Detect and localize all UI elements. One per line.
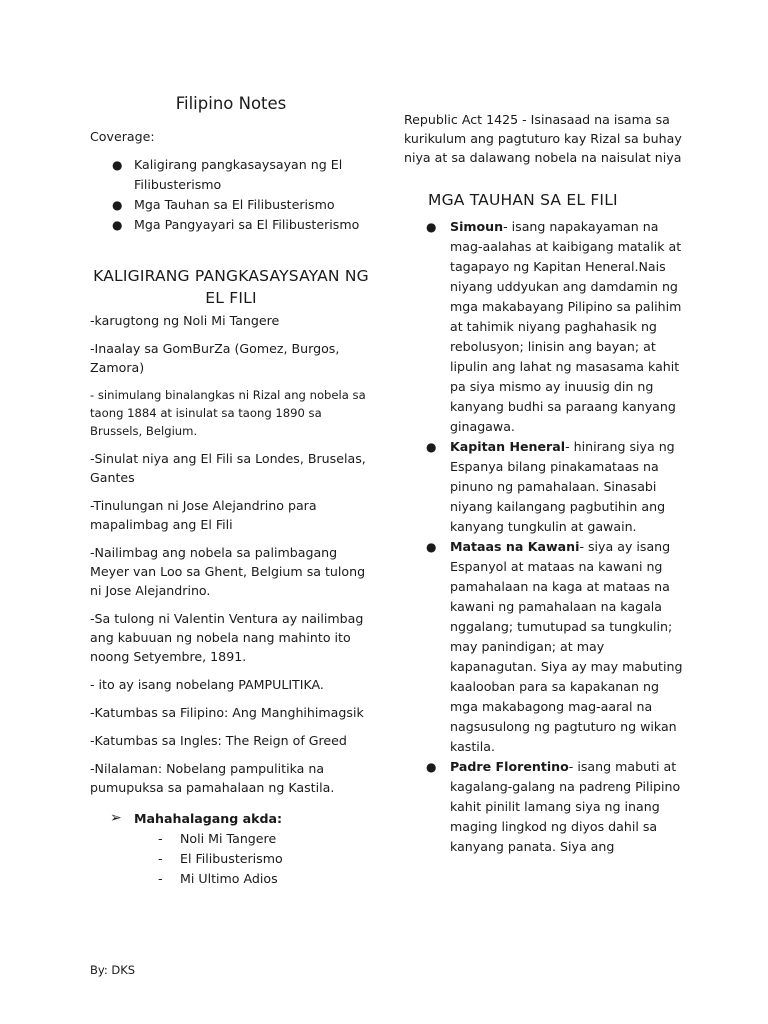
character-description: - isang napakayaman na mag-aalahas at kaibigang matalik at tagapayo ng Kapitan Heneral.Nais niyang uddyukan ang damdamin ng mga makabayang Pilipino sa palihim at tahimik niyang paghahasik ng rebolusyon; linisin ang bayan; at lipulin ang lahat ng masasama kahit pa siya mismo ay inuusig din ng kanyang budhi sa paraang kanyang ginagawa. — [450, 219, 682, 434]
paragraph: -Katumbas sa Ingles: The Reign of Greed — [90, 733, 347, 748]
bullet-icon: ● — [426, 760, 437, 774]
arrow-bullet-icon: ➢ — [110, 810, 122, 826]
paragraph: -Sa tulong ni Valentin Ventura ay nailimbag ang kabuuan ng nobela nang mahinto ito noong Setyembre, 1891. — [90, 611, 364, 664]
page-title: Filipino Notes — [175, 94, 287, 113]
right-column — [404, 110, 686, 857]
list-item: - Noli Mi Tangere — [158, 831, 277, 846]
list-item: - Mi Ultimo Adios — [158, 871, 278, 886]
character-description: - siya ay isang Espanyol at mataas na kawani ng pamahalaan na kaga at mataas na kawani ng pamahalaan na kagala nggalang; tumutupad sa tungkulin; may panindigan; at may kapanagutan. Siya ay may mabuting kaalooban para sa kapakanan ng mga makabagong mag-aaral na nagsusulong ng pagtuturo ng wikan kastila. — [450, 539, 683, 754]
coverage-label: Coverage: — [90, 129, 155, 144]
bullet-icon: ● — [426, 440, 437, 454]
section-heading-tauhan: MGA TAUHAN SA EL FILI — [428, 191, 618, 209]
intro-paragraph: Republic Act 1425 - Isinasaad na isama sa kurikulum ang pagtuturo kay Rizal sa buhay niya at sa dalawang nobela na naisulat niya — [404, 112, 682, 165]
list-item: ● Mga Pangyayari sa El Filibusterismo — [90, 215, 372, 235]
character-name: Kapitan Heneral — [450, 439, 566, 454]
akda-list — [90, 829, 372, 889]
paragraph: -Sinulat niya ang El Fili sa Londes, Bruselas, Gantes — [90, 451, 366, 485]
character-name: Padre Florentino — [450, 759, 569, 774]
akda-heading: ➢ Mahahalagang akda: — [110, 810, 283, 826]
character-name: Mataas na Kawani — [450, 539, 580, 554]
bullet-icon: ● — [426, 540, 437, 554]
bullet-icon: ● — [112, 198, 123, 212]
list-item — [404, 437, 686, 537]
characters-list — [404, 217, 686, 857]
coverage-list — [90, 155, 372, 235]
paragraph: - sinimulang binalangkas ni Rizal ang nobela sa taong 1884 at isinulat sa taong 1890 sa Brussels, Belgium. — [90, 388, 366, 438]
list-item: - El Filibusterismo — [158, 851, 283, 866]
footer-author: By: DKS — [90, 963, 136, 977]
paragraph: -Katumbas sa Filipino: Ang Manghihimagsik — [90, 705, 364, 720]
paragraph: -Nilalaman: Nobelang pampulitika na pumupuksa sa pamahalaan ng Kastila. — [90, 761, 335, 795]
character-description: - isang mabuti at kagalang-galang na padreng Pilipino kahit pinilit lamang siya ng inang maging lingkod ng diyos dahil sa kanyang panata. Siya ang — [450, 759, 681, 854]
list-item — [404, 757, 686, 857]
paragraph: - ito ay isang nobelang PAMPULITIKA. — [90, 677, 324, 692]
paragraph: -Nailimbag ang nobela sa palimbagang Meyer van Loo sa Ghent, Belgium sa tulong ni Jose Alejandrino. — [90, 545, 366, 598]
list-item — [404, 217, 686, 437]
left-column — [90, 94, 372, 889]
paragraph: -Inaalay sa GomBurZa (Gomez, Burgos, Zamora) — [90, 341, 340, 375]
list-item — [404, 537, 686, 757]
bullet-icon: ● — [112, 218, 123, 232]
list-item: ● Mga Tauhan sa El Filibusterismo — [90, 195, 372, 215]
bullet-icon: ● — [426, 220, 437, 234]
paragraph: -karugtong ng Noli Mi Tangere — [90, 313, 280, 328]
character-name: Simoun — [450, 219, 504, 234]
section-heading-kaligiran: KALIGIRANG PANGKASAYSAYAN NG EL FILI — [93, 267, 369, 307]
character-description: - hinirang siya ng Espanya bilang pinakamataas na pinuno ng pamahalaan. Sinasabi niyang kailangang pagbutihin ang kanyang tungkulin at gawain. — [450, 439, 675, 534]
list-item: ● Kaligirang pangkasaysayan ng El Filibusterismo — [112, 157, 343, 192]
paragraph: -Tinulungan ni Jose Alejandrino para mapalimbag ang El Fili — [90, 498, 317, 532]
bullet-icon: ● — [112, 158, 123, 172]
